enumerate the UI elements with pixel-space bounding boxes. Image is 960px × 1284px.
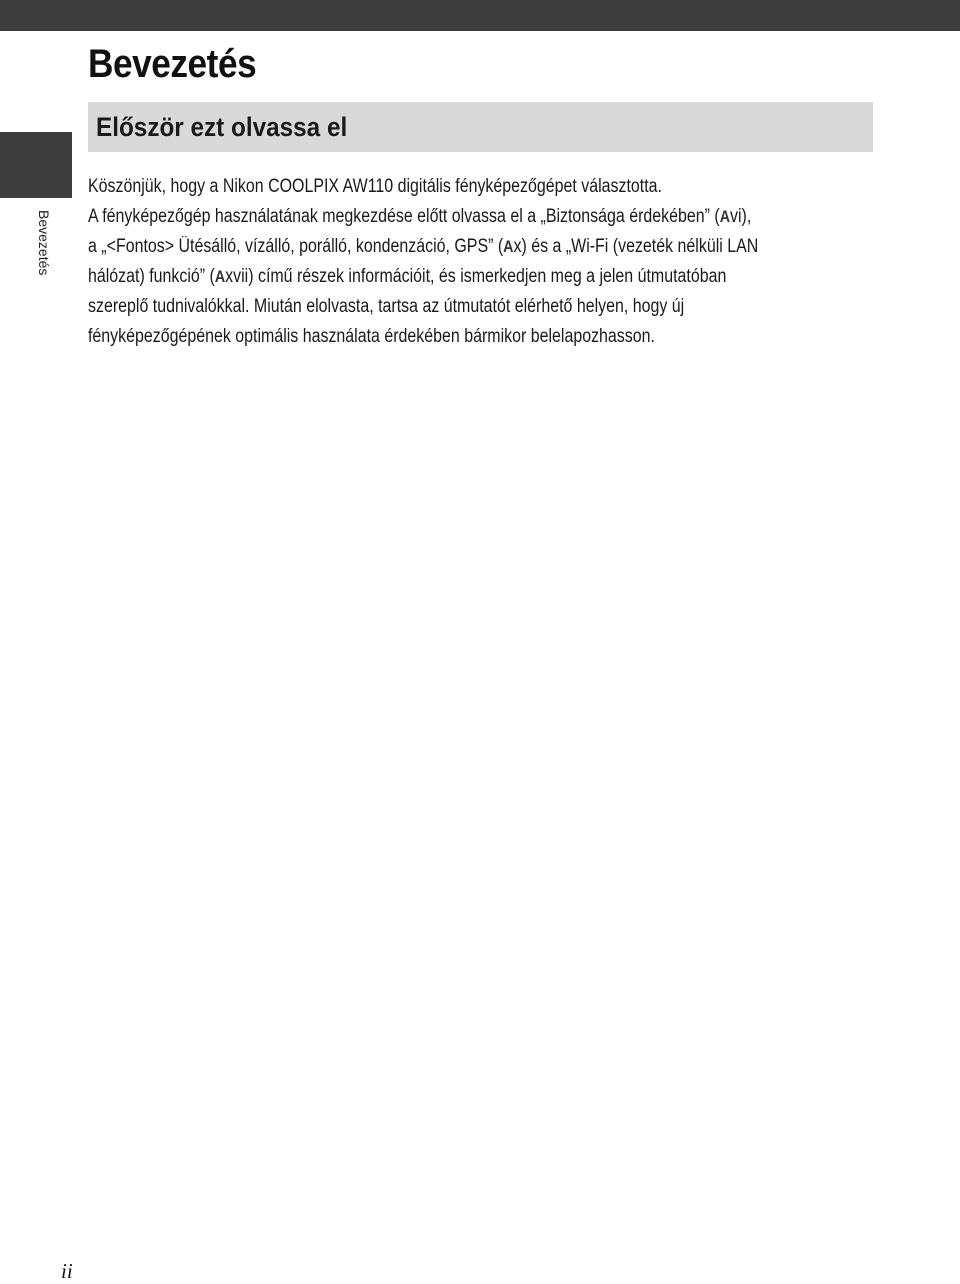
section-banner: [88, 102, 873, 152]
side-tab-label: Bevezetés: [36, 210, 52, 276]
body-paragraph: [88, 172, 873, 352]
book-reference-icon: A: [214, 267, 226, 286]
body-line-4-text-a: hálózat) funkció” (: [88, 266, 215, 287]
section-title: Először ezt olvassa el: [96, 112, 348, 142]
side-tab-marker: [0, 132, 72, 198]
body-line-4-text-b: xvii) című részek információit, és ismerkedjen meg a jelen útmutatóban: [225, 266, 727, 287]
page-title: Bevezetés: [88, 42, 257, 86]
body-line-2: [88, 202, 752, 232]
body-line-3: [88, 232, 759, 262]
top-bar: [0, 0, 960, 31]
page-number: ii: [61, 1259, 73, 1283]
body-line-5: szereplő tudnivalókkal. Miután elolvasta, tartsa az útmutatót elérhető helyen, hogy új: [88, 296, 685, 317]
body-line-1: Köszönjük, hogy a Nikon COOLPIX AW110 digitális fényképezőgépet választotta.: [88, 176, 662, 197]
body-line-3-text-b: x) és a „Wi-Fi (vezeték nélküli LAN: [513, 236, 759, 257]
body-line-4: [88, 262, 747, 292]
body-line-3-text-a: a „<Fontos> Ütésálló, vízálló, porálló, kondenzáció, GPS” (: [88, 236, 504, 257]
book-reference-icon: A: [503, 237, 514, 256]
book-reference-icon: A: [719, 207, 731, 226]
body-line-6: fényképezőgépének optimális használata érdekében bármikor belelapozhasson.: [88, 326, 655, 347]
body-line-2-text-a: A fényképezőgép használatának megkezdése előtt olvassa el a „Biztonsága érdekében” (: [88, 206, 720, 227]
body-line-2-text-b: vi),: [730, 206, 752, 227]
